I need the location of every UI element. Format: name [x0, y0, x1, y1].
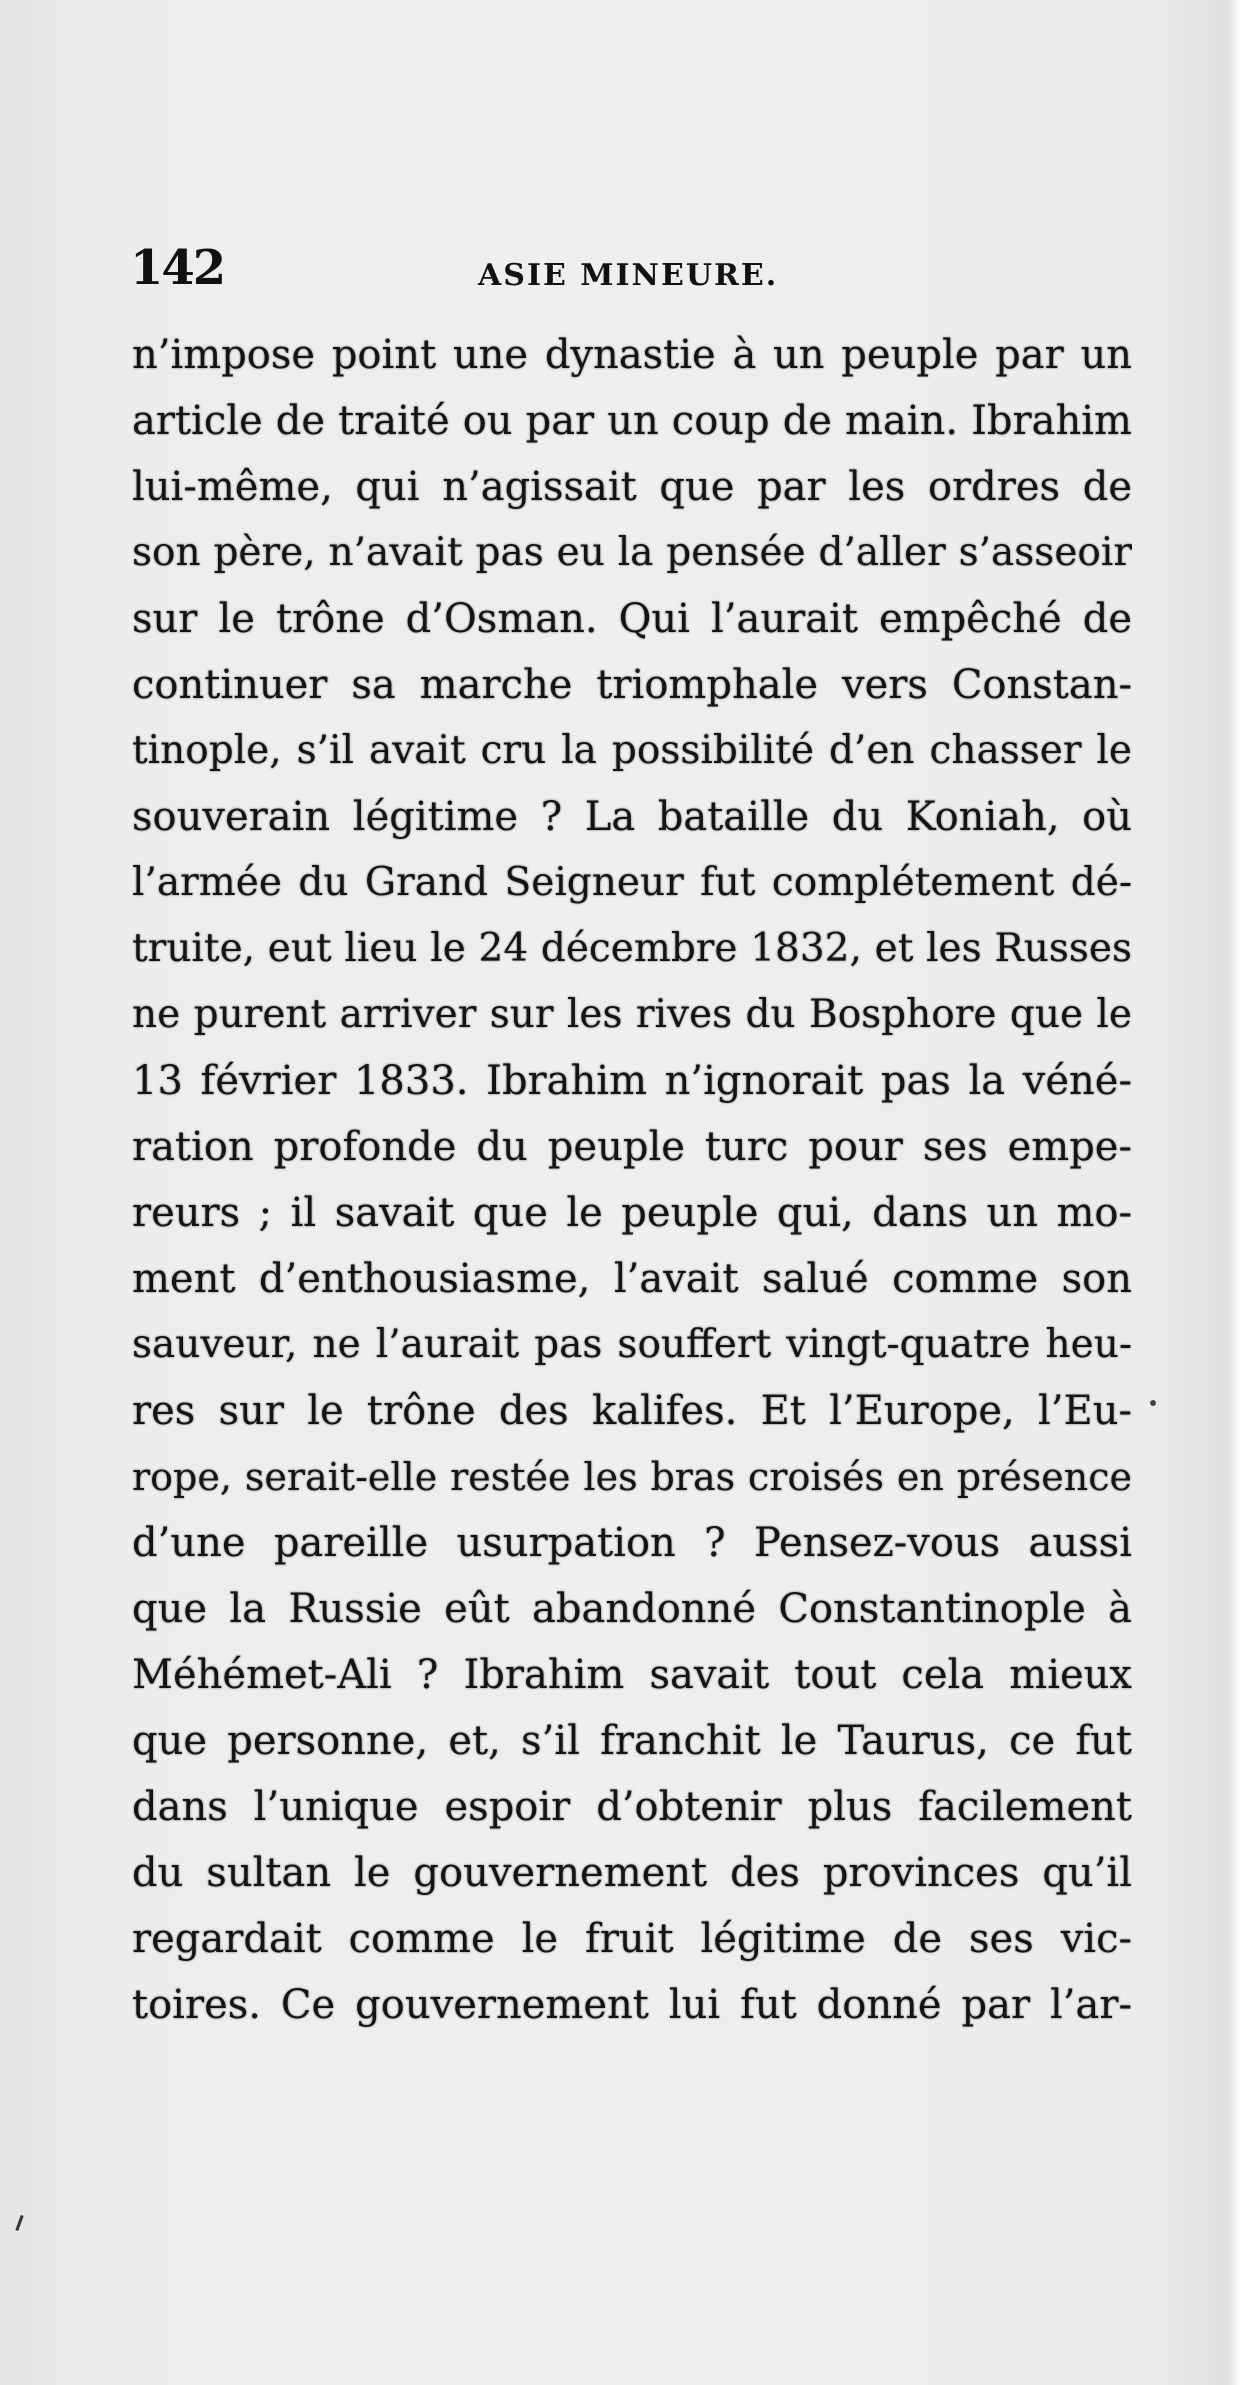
page-header	[130, 240, 1140, 310]
text-line: ne purent arriver sur les rives du Bosphore que le	[132, 992, 1132, 1037]
paper-speck	[1150, 1400, 1156, 1406]
text-line: regardait comme le fruit légitime de ses vic-	[132, 1916, 1132, 1962]
body-text	[132, 322, 1132, 2038]
text-line: l’armée du Grand Seigneur fut complétement dé-	[132, 860, 1132, 905]
text-line: n’impose point une dynastie à un peuple par un	[132, 332, 1132, 378]
text-line: lui-même, qui n’agissait que par les ordres de	[132, 464, 1132, 510]
text-line: sur le trône d’Osman. Qui l’aurait empêché de	[132, 596, 1132, 642]
text-line: dans l’unique espoir d’obtenir plus facilement	[132, 1784, 1132, 1830]
text-line: souverain légitime ? La bataille du Koniah, où	[132, 794, 1132, 840]
text-line: Méhémet-Ali ? Ibrahim savait tout cela mieux	[132, 1652, 1132, 1698]
text-line: que personne, et, s’il franchit le Taurus, ce fut	[132, 1718, 1132, 1764]
text-line: reurs ; il savait que le peuple qui, dans un mo-	[132, 1190, 1132, 1236]
text-line: tinople, s’il avait cru la possibilité d’en chasser le	[132, 728, 1132, 773]
text-line: ment d’enthousiasme, l’avait salué comme son	[132, 1256, 1132, 1302]
text-line: rope, serait-elle restée les bras croisés en présence	[132, 1455, 1132, 1499]
page-edge	[1227, 0, 1249, 2385]
text-line: article de traité ou par un coup de main. Ibrahim	[132, 398, 1132, 444]
text-line: son père, n’avait pas eu la pensée d’aller s’asseoir	[132, 530, 1132, 575]
text-line: continuer sa marche triomphale vers Constan-	[132, 662, 1132, 708]
page-number: 142	[130, 240, 225, 296]
text-line: du sultan le gouvernement des provinces qu’il	[132, 1850, 1132, 1896]
running-title: ASIE MINEURE.	[478, 258, 779, 293]
text-line: ration profonde du peuple turc pour ses empe-	[132, 1124, 1132, 1170]
text-line: 13 février 1833. Ibrahim n’ignorait pas la véné-	[132, 1058, 1132, 1104]
text-line: res sur le trône des kalifes. Et l’Europe, l’Eu-	[132, 1388, 1132, 1434]
paper-speck	[15, 2215, 23, 2231]
text-line: sauveur, ne l’aurait pas souffert vingt-quatre heu-	[132, 1322, 1132, 1367]
text-line: d’une pareille usurpation ? Pensez-vous aussi	[132, 1520, 1132, 1566]
text-line: que la Russie eût abandonné Constantinople à	[132, 1586, 1132, 1632]
text-line: truite, eut lieu le 24 décembre 1832, et les Russes	[132, 926, 1132, 971]
text-line: toires. Ce gouvernement lui fut donné par l’ar-	[132, 1982, 1132, 2028]
